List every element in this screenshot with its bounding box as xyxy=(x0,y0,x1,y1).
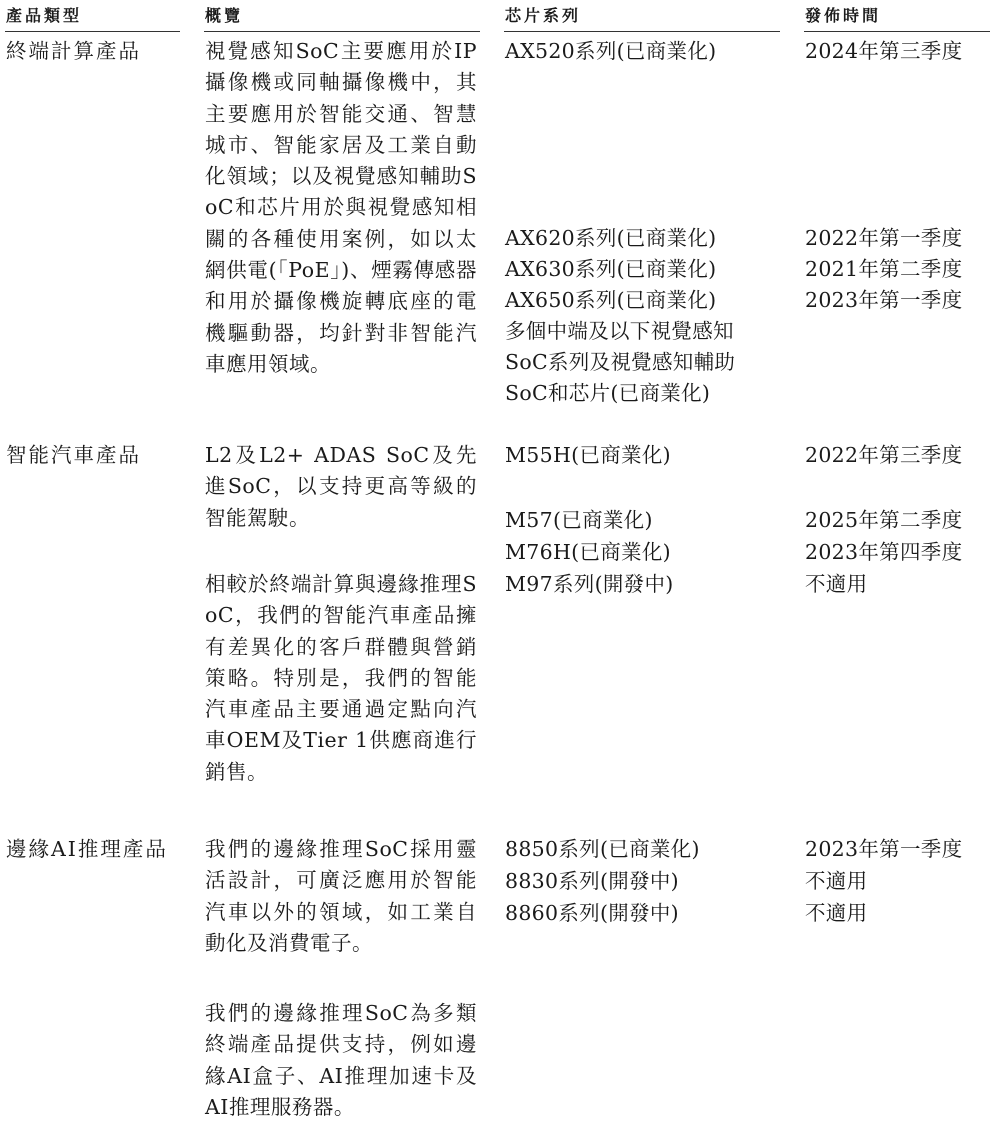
chip-series-item: AX620系列(已商業化) xyxy=(505,226,717,250)
chip-series-item: AX630系列(已商業化) xyxy=(505,257,717,281)
chip-series-item: 8850系列(已商業化) xyxy=(505,837,700,861)
chip-series-item: M97系列(開發中) xyxy=(505,572,674,596)
release-date: 2023年第一季度 xyxy=(805,288,963,312)
chip-series-item: 8830系列(開發中) xyxy=(505,869,679,893)
release-date: 2022年第一季度 xyxy=(805,226,963,250)
overview-paragraph: L2及L2+ ADAS SoC及先進SoC，以支持更高等級的智能駕駛。 xyxy=(205,443,477,530)
category-cell: 邊緣AI推理產品 xyxy=(6,837,168,861)
header-overview: 概覽 xyxy=(205,6,244,25)
chip-series-item: 8860系列(開發中) xyxy=(505,901,679,925)
release-date: 2023年第一季度 xyxy=(805,837,963,861)
release-date: 2025年第二季度 xyxy=(805,508,963,532)
header-divider-overview xyxy=(204,31,480,32)
category-cell: 終端計算產品 xyxy=(6,39,141,63)
chip-series-item: M57(已商業化) xyxy=(505,508,653,532)
header-divider-category xyxy=(5,31,180,32)
chip-series-item: AX520系列(已商業化) xyxy=(505,39,717,63)
header-release-time: 發佈時間 xyxy=(805,6,882,25)
release-date: 不適用 xyxy=(805,572,868,596)
chip-series-item: AX650系列(已商業化) xyxy=(505,288,717,312)
release-date: 不適用 xyxy=(805,901,868,925)
category-cell: 智能汽車產品 xyxy=(6,443,141,467)
release-date: 2023年第四季度 xyxy=(805,540,963,564)
chip-series-item: SoC系列及視覺感知輔助 xyxy=(505,350,736,374)
chip-series-item: SoC和芯片(已商業化) xyxy=(505,381,711,405)
chip-series-item: 多個中端及以下視覺感知 xyxy=(505,319,734,343)
chip-series-item: M76H(已商業化) xyxy=(505,540,671,564)
release-date: 2021年第二季度 xyxy=(805,257,963,281)
overview-paragraph: 相較於終端計算與邊緣推理SoC，我們的智能汽車產品擁有差異化的客戶群體與營銷策略。特別是，我們的智能汽車產品主要通過定點向汽車OEM及Tier 1供應商進行銷售。 xyxy=(205,572,477,784)
header-chip-series: 芯片系列 xyxy=(505,6,582,25)
release-date: 2022年第三季度 xyxy=(805,443,963,467)
release-date: 2024年第三季度 xyxy=(805,39,963,63)
overview-paragraph: 視覺感知SoC主要應用於IP攝像機或同軸攝像機中，其主要應用於智能交通、智慧城市、智能家居及工業自動化領域；以及視覺感知輔助SoC和芯片用於與視覺感知相關的各種使用案例，如以太網供電(「PoE」)、煙霧傳感器和用於攝像機旋轉底座的電機驅動器，均針對非智能汽車應用領域。 xyxy=(205,39,477,376)
header-divider-release-time xyxy=(804,31,990,32)
release-date: 不適用 xyxy=(805,869,868,893)
overview-paragraph: 我們的邊緣推理SoC採用靈活設計，可廣泛應用於智能汽車以外的領域，如工業自動化及消費電子。 xyxy=(205,837,477,955)
header-divider-chip-series xyxy=(504,31,780,32)
header-category: 產品類型 xyxy=(6,6,83,25)
overview-paragraph: 我們的邊緣推理SoC為多類終端產品提供支持，例如邊緣AI盒子、AI推理加速卡及AI推理服務器。 xyxy=(205,1001,477,1119)
chip-series-item: M55H(已商業化) xyxy=(505,443,671,467)
